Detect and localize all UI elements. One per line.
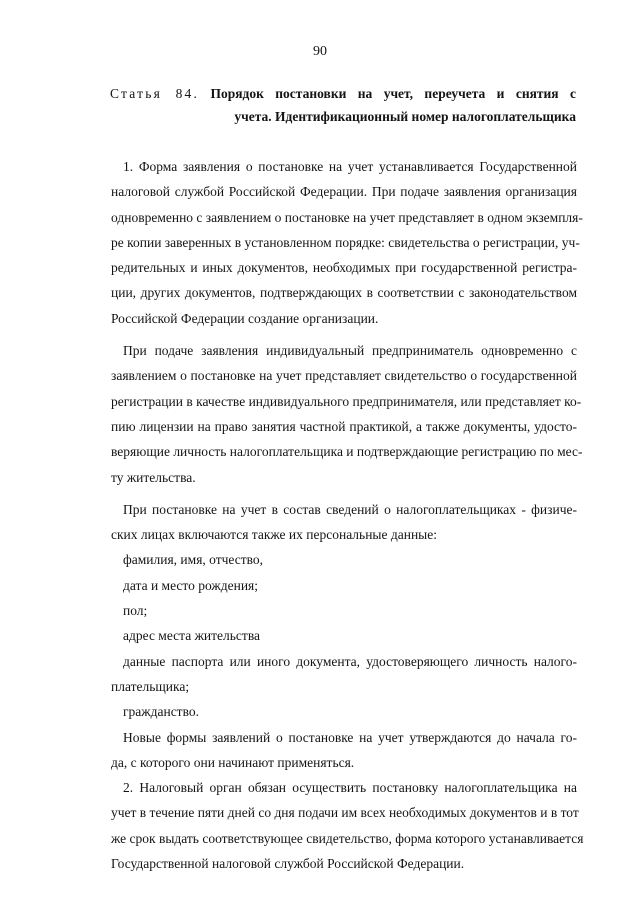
body-line: плательщика; bbox=[111, 678, 190, 694]
body-line: ре копии заверенных в установленном порядке: свидетельства о регистрации, уч- bbox=[111, 234, 580, 250]
article-header-line-2 bbox=[110, 105, 576, 128]
body-line: пол; bbox=[123, 603, 148, 619]
body-line: гражданство. bbox=[123, 704, 199, 720]
body-line: адрес места жительства bbox=[123, 628, 261, 644]
body-line: ских лицах включаются также их персональные данные: bbox=[111, 527, 437, 543]
body-line: Российской Федерации создание организации. bbox=[111, 310, 379, 326]
body-line: При постановке на учет в состав сведений о налогоплательщиках - физиче- bbox=[123, 501, 577, 517]
body-line: фамилия, имя, отчество, bbox=[123, 552, 264, 568]
body-line: же срок выдать соответствующее свидетельство, форма которого устанавливается bbox=[111, 830, 584, 846]
body-line: Новые формы заявлений о постановке на учет утверждаются до начала го- bbox=[123, 729, 577, 745]
article-title-line-2: учета. Идентификационный номер налогоплательщика bbox=[234, 109, 576, 124]
body-line: При подаче заявления индивидуальный предприниматель одновременно с bbox=[123, 343, 577, 359]
body-line: 2. Налоговый орган обязан осуществить постановку налогоплательщика на bbox=[123, 780, 577, 796]
page-number: 90 bbox=[313, 44, 327, 59]
body-line: ции, других документов, подтверждающих в соответствии с законодательством bbox=[111, 285, 577, 301]
body-line: веряющие личность налогоплательщика и подтверждающие регистрацию по мес- bbox=[111, 444, 583, 460]
body-line: да, с которого они начинают применяться. bbox=[111, 754, 355, 770]
body-line: данные паспорта или иного документа, удостоверяющего личность налого- bbox=[123, 653, 577, 669]
body-line: дата и место рождения; bbox=[123, 577, 259, 593]
body-line: налоговой службой Российской Федерации. При подаче заявления организация bbox=[111, 184, 577, 200]
article-header-line-1 bbox=[110, 82, 576, 105]
body-line: ту жительства. bbox=[111, 469, 196, 485]
body-line: 1. Форма заявления о постановке на учет устанавливается Государственной bbox=[123, 159, 577, 174]
article-title-line-1: Порядок постановки на учет, переучета и снятия с bbox=[210, 86, 576, 101]
article-header bbox=[110, 82, 576, 128]
body-line: одновременно с заявлением о постановке на учет представляет в одном экземпля- bbox=[111, 209, 583, 225]
body-line: регистрации в качестве индивидуального предпринимателя, или представляет ко- bbox=[111, 393, 582, 409]
article-number: Статья 84. bbox=[110, 86, 200, 101]
body-line: заявлением о постановке на учет представляет свидетельство о государственной bbox=[111, 368, 577, 384]
body-line: Государственной налоговой службой Российской Федерации. bbox=[111, 856, 465, 872]
body-line: пию лицензии на право занятия частной практикой, а также документы, удосто- bbox=[111, 418, 577, 434]
body-line: учет в течение пяти дней со дня подачи им всех необходимых документов и в тот bbox=[111, 805, 579, 821]
article-body bbox=[111, 154, 584, 876]
body-line: редительных и иных документов, необходимых при государственной регистра- bbox=[111, 260, 577, 276]
